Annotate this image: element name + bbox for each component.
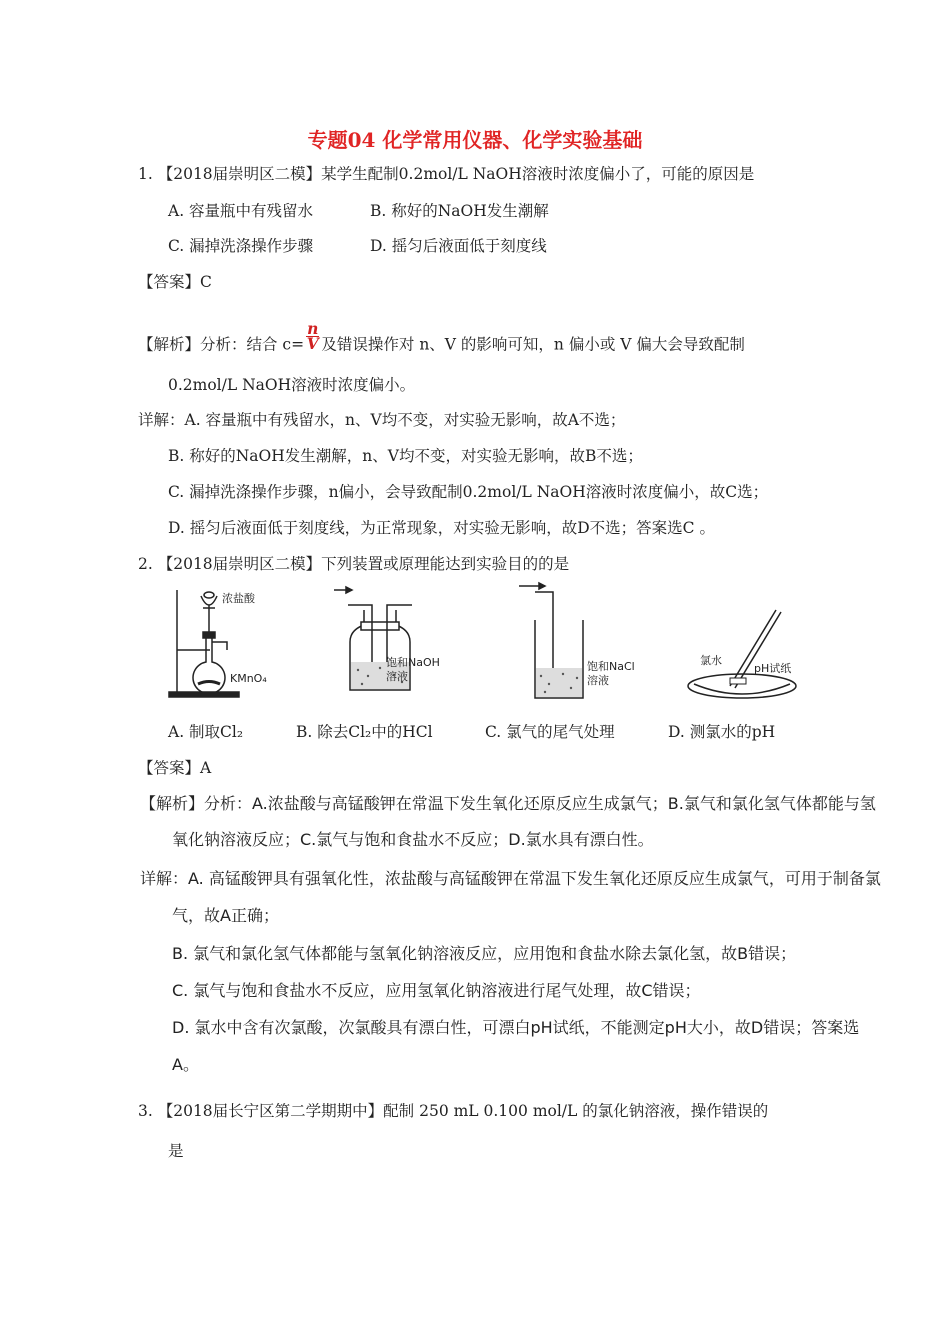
q1-detail-a: 详解：A. 容量瓶中有残留水，n、V均不变，对实验无影响，故A不选； (138, 411, 626, 429)
q1-detail-b: B. 称好的NaOH发生潮解，n、V均不变，对实验无影响，故B不选； (168, 447, 643, 465)
q1-option-c: C. 漏掉洗涤操作步骤 (168, 237, 314, 255)
figure-c-tail-gas-beaker (505, 580, 635, 705)
label-solution-c: 溶液 (587, 674, 609, 687)
concentration-formula (306, 319, 319, 353)
label-ph-paper: pH试纸 (754, 662, 792, 675)
label-saturated-nacl: 饱和NaCl (587, 660, 635, 673)
label-kmno4: KMnO₄ (230, 672, 267, 685)
q2-detail-d1: D. 氯水中含有次氯酸，次氯酸具有漂白性，可漂白pH试纸，不能测定pH大小，故D错误；答案选 (172, 1018, 860, 1037)
label-saturated-naoh: 饱和NaOH (386, 656, 440, 669)
q3-stem: 3. 【2018届长宁区第二学期期中】配制 250 mL 0.100 mol/L 的氯化钠溶液，操作错误的 (138, 1102, 769, 1120)
q2-answer: 【答案】A (138, 759, 212, 777)
label-chlorine-water: 氯水 (700, 654, 722, 667)
q2-detail-b: B. 氯气和氯化氢气体都能与氢氧化钠溶液反应，应用饱和食盐水除去氯化氢，故B错误； (172, 944, 797, 963)
q1-analysis-line2: 0.2mol/L NaOH溶液时浓度偏小。 (168, 376, 416, 394)
q1-detail-d: D. 摇匀后液面低于刻度线，为正常现象，对实验无影响，故D不选；答案选C 。 (168, 519, 715, 537)
q2-detail-c: C. 氯气与饱和食盐水不反应，应用氢氧化钠溶液进行尾气处理，故C错误； (172, 981, 701, 1000)
q2-detail-a1: 详解：A. 高锰酸钾具有强氧化性，浓盐酸与高锰酸钾在常温下发生氧化还原反应生成氯气，可用于制备氯 (140, 869, 881, 888)
q1-stem: 1. 【2018届崇明区二模】某学生配制0.2mol/L NaOH溶液时浓度偏小了，可能的原因是 (138, 165, 755, 183)
formula-numerator: n (307, 319, 319, 338)
figure-a-chlorine-generator (165, 580, 275, 705)
q2-option-d: D. 测氯水的pH (668, 723, 776, 741)
formula-denominator: V (306, 334, 319, 353)
q2-detail-a2: 气，故A正确； (172, 906, 279, 925)
figure-d-ph-test (680, 600, 820, 705)
label-concentrated-hcl: 浓盐酸 (222, 592, 255, 605)
q2-option-a: A. 制取Cl₂ (168, 723, 244, 741)
q2-analysis-line1: 【解析】分析：A.浓盐酸与高锰酸钾在常温下发生氧化还原反应生成氯气；B.氯气和氯化氢气体都能与氢 (140, 794, 876, 813)
label-solution-b: 溶液 (386, 670, 408, 683)
q3-stem-line2: 是 (168, 1142, 184, 1160)
q2-detail-d2: A。 (172, 1055, 199, 1074)
q1-detail-c: C. 漏掉洗涤操作步骤，n偏小，会导致配制0.2mol/L NaOH溶液时浓度偏小，故C选； (168, 483, 769, 501)
q2-option-c: C. 氯气的尾气处理 (485, 723, 615, 741)
q1-answer: 【答案】C (138, 273, 212, 291)
q2-stem: 2. 【2018届崇明区二模】下列装置或原理能达到实验目的的是 (138, 555, 570, 573)
q1-option-b: B. 称好的NaOH发生潮解 (370, 202, 549, 220)
q2-option-b: B. 除去Cl₂中的HCl (296, 723, 433, 741)
page-title: 专题04 化学常用仪器、化学实验基础 (307, 128, 643, 152)
figure-b-washing-bottle (330, 580, 460, 705)
q2-analysis-line2: 氧化钠溶液反应；C.氯气与饱和食盐水不反应；D.氯水具有漂白性。 (172, 830, 654, 849)
q1-analysis-prefix: 【解析】分析：结合 c= (138, 335, 305, 354)
q1-option-d: D. 摇匀后液面低于刻度线 (370, 237, 547, 255)
q1-option-a: A. 容量瓶中有残留水 (168, 202, 314, 220)
q1-analysis (138, 319, 745, 360)
q1-analysis-suffix: 及错误操作对 n、V 的影响可知，n 偏小或 V 偏大会导致配制 (321, 335, 745, 354)
